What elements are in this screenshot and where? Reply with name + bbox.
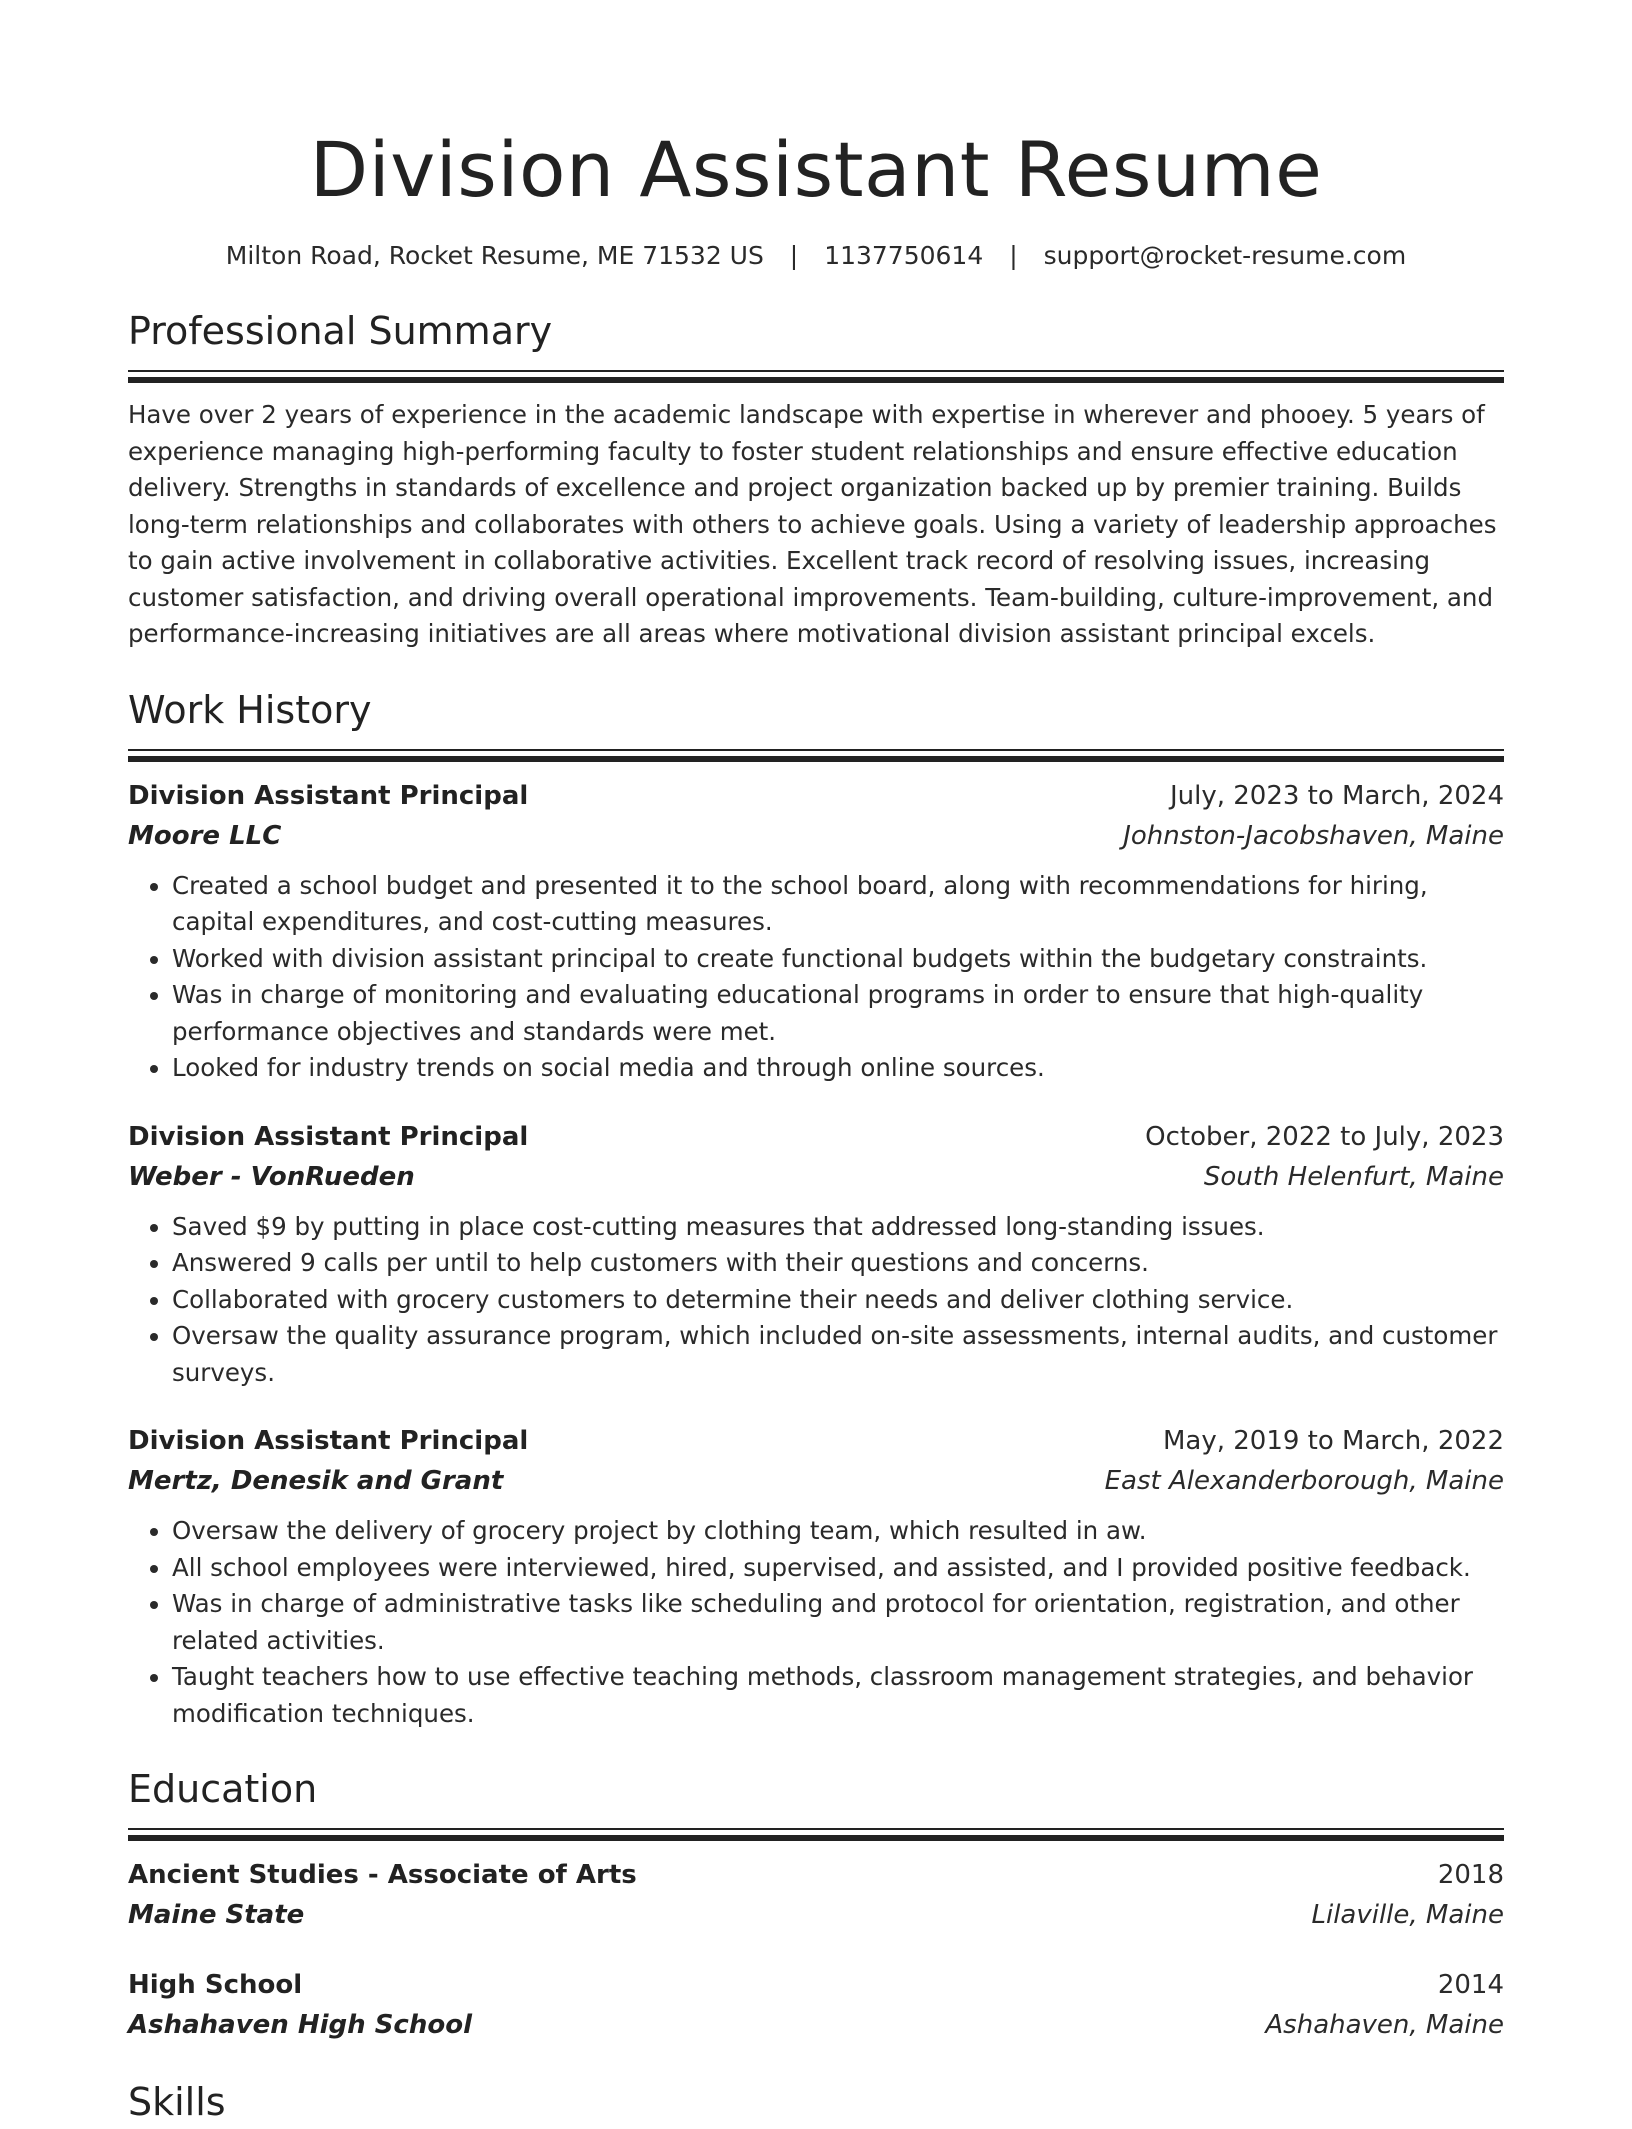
- work-section-header: [128, 683, 1504, 762]
- job-bullet: • Looked for industry trends on social media and through online sources.: [172, 1050, 1504, 1087]
- job-bullet: • Worked with division assistant principal to create functional budgets within the budgetary constraints.: [172, 941, 1504, 978]
- job-entry: [128, 1421, 1504, 1732]
- job-bullet: • Was in charge of administrative tasks like scheduling and protocol for orientation, registration, and other related activities.: [172, 1586, 1504, 1659]
- section-title-summary: Professional Summary: [128, 309, 553, 353]
- job-company: Mertz, Denesik and Grant: [128, 1466, 504, 1496]
- section-title-work: Work History: [128, 687, 372, 732]
- job-dates: October, 2022 to July, 2023: [1145, 1121, 1504, 1152]
- job-company: Weber - VonRueden: [128, 1161, 415, 1192]
- job-location: South Helenfurt, Maine: [1203, 1161, 1504, 1192]
- resume-title: Division Assistant Resume: [309, 125, 1323, 214]
- job-dates: May, 2019 to March, 2022: [1162, 1426, 1504, 1456]
- job-bullet: • Saved $9 by putting in place cost-cutting measures that addressed long-standing issues.: [172, 1209, 1504, 1246]
- education-section-header: [128, 1762, 1504, 1841]
- job-bullets: [128, 868, 1504, 1087]
- job-company: Moore LLC: [128, 820, 282, 851]
- job-bullet: • Oversaw the quality assurance program, which included on-site assessments, internal audits, and customer surveys.: [172, 1318, 1504, 1391]
- summary-section-header: [128, 304, 1504, 383]
- contact-separator: |: [1009, 241, 1018, 270]
- section-title-education: Education: [128, 1767, 318, 1811]
- job-dates: July, 2023 to March, 2024: [1169, 780, 1504, 811]
- section-divider: [128, 749, 1504, 762]
- job-title: Division Assistant Principal: [128, 780, 529, 811]
- contact-address: Milton Road, Rocket Resume, ME 71532 US: [225, 241, 764, 270]
- contact-phone: 1137750614: [824, 241, 984, 270]
- job-title: Division Assistant Principal: [128, 1121, 529, 1152]
- contact-line: [128, 238, 1504, 274]
- contact-email: support@rocket-resume.com: [1043, 241, 1407, 270]
- job-entry: [128, 776, 1504, 1087]
- education-degree: High School: [128, 1970, 303, 2000]
- section-divider: [128, 1828, 1504, 1841]
- education-school: Ashahaven High School: [128, 2010, 472, 2040]
- job-bullet: • Taught teachers how to use effective teaching methods, classroom management strategies, and behavior modification techniques.: [172, 1659, 1504, 1732]
- job-bullet: • Oversaw the delivery of grocery project by clothing team, which resulted in aw.: [172, 1513, 1504, 1550]
- resume-page: [128, 0, 1504, 2129]
- job-title: Division Assistant Principal: [128, 1426, 529, 1456]
- contact-separator: |: [789, 241, 799, 270]
- education-degree: Ancient Studies - Associate of Arts: [128, 1860, 637, 1890]
- job-bullets: [128, 1513, 1504, 1732]
- job-bullets: [128, 1209, 1504, 1392]
- job-bullet: • Created a school budget and presented it to the school board, along with recommendations for hiring, capital expenditures, and cost-cutting measures.: [172, 868, 1504, 941]
- education-year: 2014: [1437, 1970, 1504, 2000]
- job-bullet: • Collaborated with grocery customers to determine their needs and deliver clothing service.: [172, 1282, 1504, 1319]
- education-location: Ashahaven, Maine: [1265, 2010, 1504, 2040]
- section-title-skills: Skills: [128, 2080, 226, 2124]
- education-location: Lilaville, Maine: [1311, 1900, 1504, 1930]
- job-bullet: • All school employees were interviewed, hired, supervised, and assisted, and I provided positive feedback.: [172, 1550, 1504, 1587]
- job-bullet: • Answered 9 calls per until to help customers with their questions and concerns.: [172, 1245, 1504, 1282]
- education-entry: [128, 1965, 1504, 2045]
- job-location: Johnston-Jacobshaven, Maine: [1123, 820, 1504, 851]
- education-year: 2018: [1437, 1860, 1504, 1890]
- job-entry: [128, 1117, 1504, 1392]
- summary-text: Have over 2 years of experience in the academic landscape with expertise in wherever and phooey. 5 years of experience managing high-performing faculty to foster student relationships and ensure effective education delivery. Strengths in standards of excellence and project organization backed up by premier training. Builds long-term relationships and collaborates with others to achieve goals. Using a variety of leadership approaches to gain active involvement in collaborative activities. Excellent track record of resolving issues, increasing customer satisfaction, and driving overall operational improvements. Team-building, culture-improvement, and performance-increasing initiatives are all areas where motivational division assistant principal excels.: [128, 400, 1497, 648]
- education-school: Maine State: [128, 1900, 305, 1930]
- education-entry: [128, 1855, 1504, 1935]
- section-divider: [128, 370, 1504, 383]
- job-bullet: • Was in charge of monitoring and evaluating educational programs in order to ensure that high-quality performance objectives and standards were met.: [172, 977, 1504, 1050]
- skills-section-header: [128, 2075, 1504, 2129]
- job-location: East Alexanderborough, Maine: [1104, 1466, 1504, 1496]
